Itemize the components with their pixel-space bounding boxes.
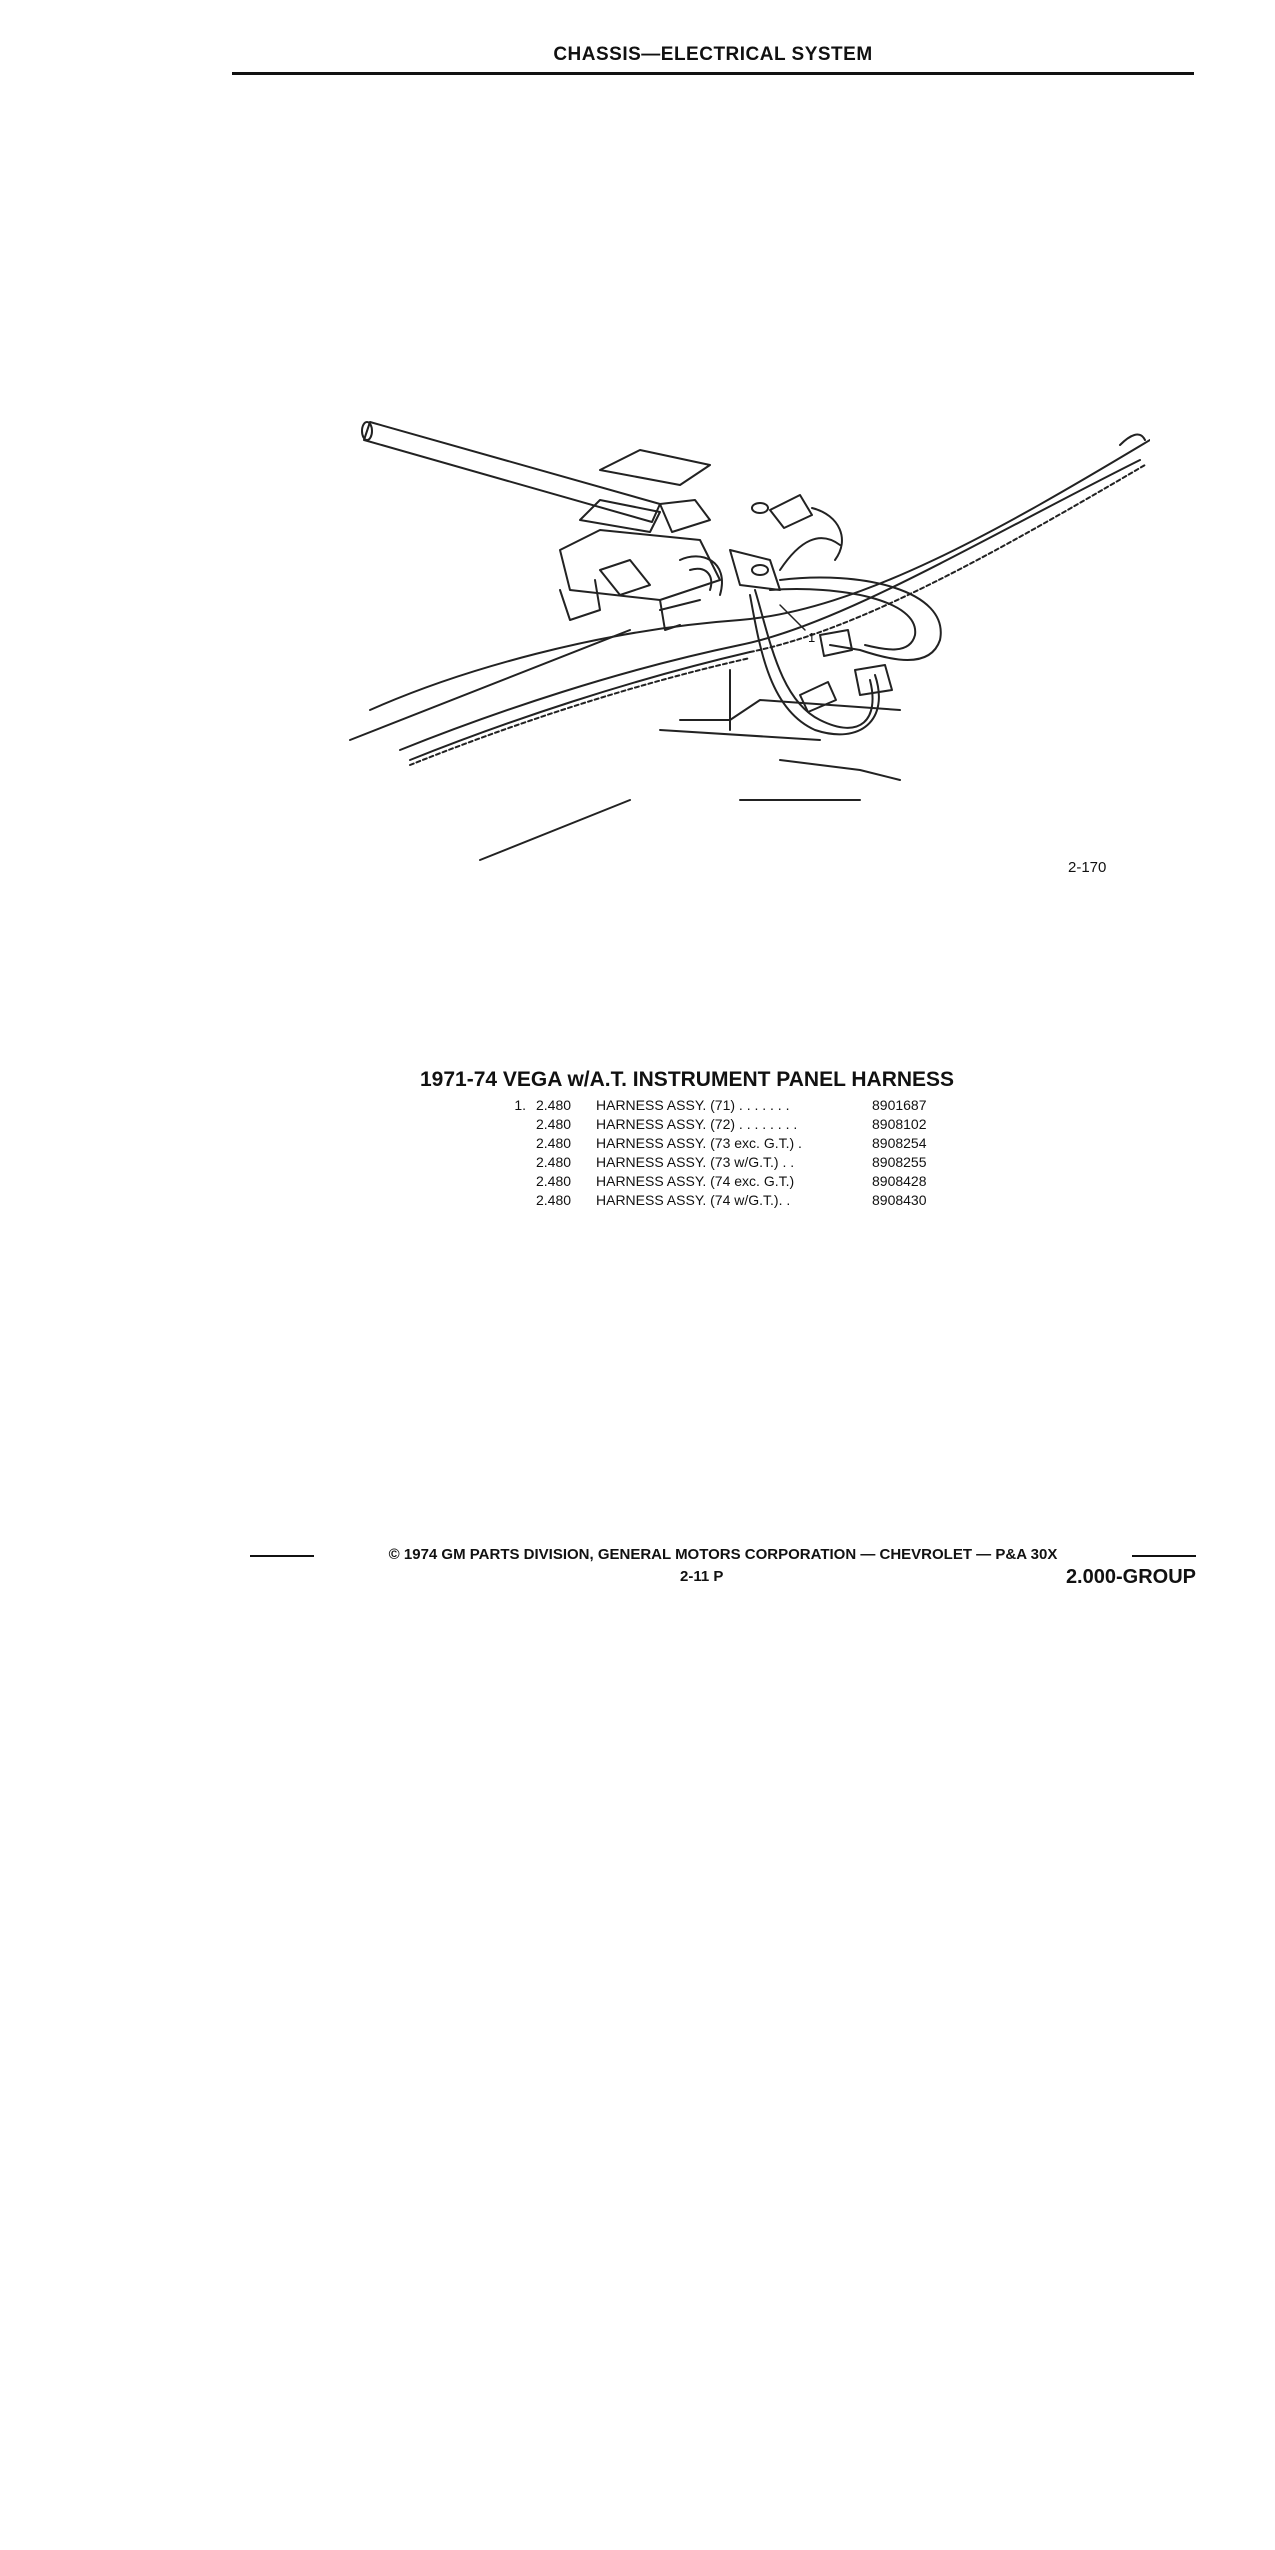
- part-number: 8908102: [872, 1116, 927, 1132]
- table-row: [492, 1096, 972, 1115]
- part-number: 8908255: [872, 1154, 927, 1170]
- part-description: HARNESS ASSY. (71) . . . . . . .: [596, 1097, 790, 1113]
- group-code: 2.480: [536, 1097, 572, 1113]
- section-title: CHASSIS—ELECTRICAL SYSTEM: [553, 44, 873, 65]
- page-header: [232, 44, 1194, 76]
- part-description: HARNESS ASSY. (74 exc. G.T.): [596, 1173, 795, 1189]
- parts-list-title: 1971-74 VEGA w/A.T. INSTRUMENT PANEL HARNESS: [420, 1068, 955, 1091]
- part-number: 8901687: [872, 1097, 927, 1113]
- parts-list: [420, 1068, 1040, 1210]
- group-number: 2.000-GROUP: [1065, 1566, 1196, 1588]
- table-row: [492, 1172, 972, 1191]
- part-number: 8908430: [872, 1192, 927, 1208]
- page-footer: [250, 1546, 1196, 1596]
- table-row: [492, 1153, 972, 1172]
- part-number: 8908428: [872, 1173, 927, 1189]
- group-code: 2.480: [536, 1116, 572, 1132]
- group-code: 2.480: [536, 1135, 572, 1151]
- table-row: [492, 1191, 972, 1210]
- part-description: HARNESS ASSY. (73 w/G.T.) . .: [596, 1154, 795, 1170]
- group-code: 2.480: [536, 1154, 572, 1170]
- part-number: 8908254: [872, 1135, 927, 1151]
- item-number: 1.: [514, 1097, 526, 1113]
- group-code: 2.480: [536, 1192, 572, 1208]
- figure-number: 2-170: [1068, 859, 1107, 876]
- parts-table: [492, 1096, 972, 1210]
- page-number: 2-11 P: [680, 1568, 724, 1585]
- table-row: [492, 1134, 972, 1153]
- item-number: [492, 1115, 536, 1134]
- item-number: [492, 1191, 536, 1210]
- part-description: HARNESS ASSY. (74 w/G.T.). .: [596, 1192, 791, 1208]
- copyright-notice: © 1974 GM PARTS DIVISION, GENERAL MOTORS CORPORATION — CHEVROLET — P&A 30X: [388, 1546, 1058, 1563]
- group-code: 2.480: [536, 1173, 572, 1189]
- header-rule: [232, 72, 1194, 75]
- item-number: [492, 1172, 536, 1191]
- harness-illustration: [300, 420, 1150, 940]
- table-row: [492, 1115, 972, 1134]
- item-number: [492, 1134, 536, 1153]
- item-number: [492, 1153, 536, 1172]
- part-description: HARNESS ASSY. (72) . . . . . . . .: [596, 1116, 798, 1132]
- footer-rule-right: [1132, 1555, 1196, 1557]
- part-description: HARNESS ASSY. (73 exc. G.T.) .: [596, 1135, 802, 1151]
- figure-callout: 1: [808, 630, 816, 645]
